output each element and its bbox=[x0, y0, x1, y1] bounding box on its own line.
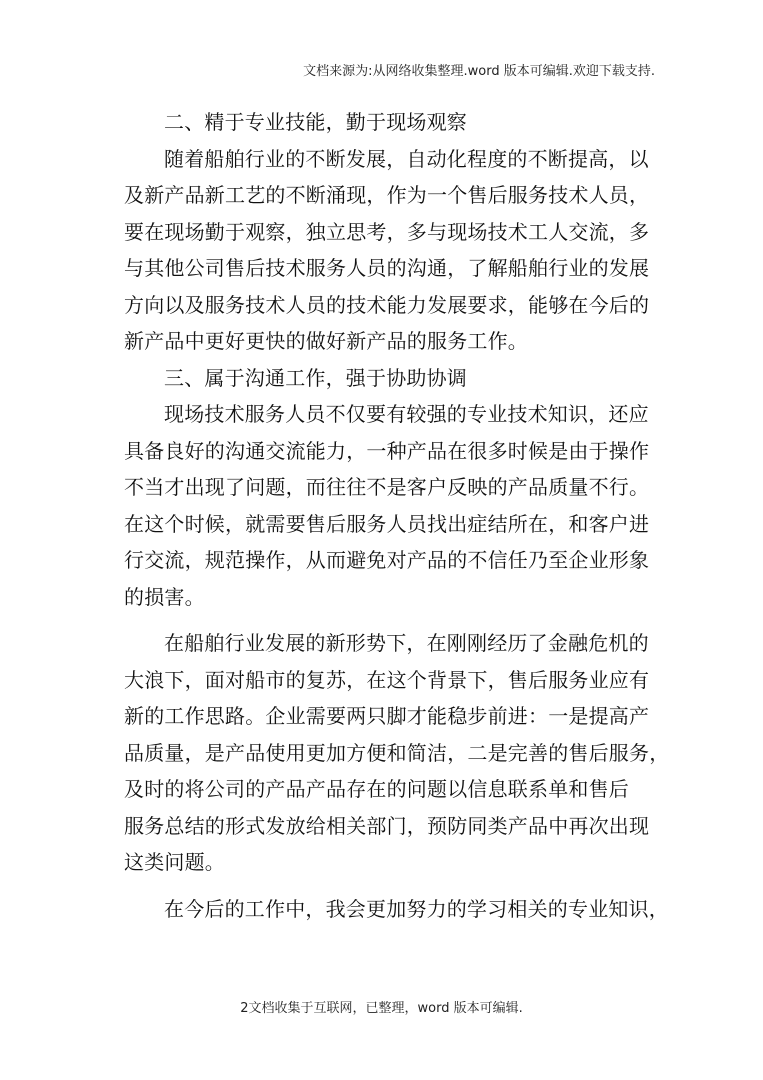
paragraph-line: 行交流，规范操作，从而避免对产品的不信任乃至企业形象 bbox=[124, 548, 650, 572]
paragraph-line: 与其他公司售后技术服务人员的沟通，了解船舶行业的发展 bbox=[124, 256, 650, 280]
paragraph-line: 在今后的工作中，我会更加努力的学习相关的专业知识， bbox=[164, 896, 669, 921]
paragraph-3 bbox=[124, 396, 654, 615]
paragraph-line: 服务总结的形式发放给相关部门，预防同类产品中再次出现 bbox=[124, 813, 650, 838]
paragraph-spacer bbox=[124, 615, 654, 625]
paragraph-line: 在船舶行业发展的新形势下，在刚刚经历了金融危机的 bbox=[164, 631, 649, 655]
paragraph-line: 的损害。 bbox=[124, 584, 205, 609]
header-source-note: 文档来源为:从网络收集整理.word 版本可编辑.欢迎下载支持. bbox=[303, 64, 655, 79]
paragraph-line: 要在现场勤于观察，独立思考，多与现场技术工人交流，多 bbox=[124, 219, 650, 244]
paragraph-line: 及时的将公司的产品产品存在的问题以信息联系单和售后 bbox=[124, 777, 629, 801]
paragraph-line: 品质量，是产品使用更加方便和简洁，二是完善的售后服务， bbox=[124, 740, 670, 765]
paragraph-line: 现场技术服务人员不仅要有较强的专业技术知识，还应 bbox=[164, 402, 649, 426]
paragraph-4 bbox=[124, 625, 670, 881]
paragraph-line: 这类问题。 bbox=[124, 850, 225, 874]
document-body bbox=[124, 104, 670, 927]
paragraph-spacer bbox=[124, 881, 654, 891]
footer-page-note: 2文档收集于互联网，已整理，word 版本可编辑. bbox=[240, 1001, 523, 1016]
section-heading-2: 二、精于专业技能，勤于现场观察 bbox=[164, 110, 467, 134]
paragraph-line: 具备良好的沟通交流能力，一种产品在很多时候是由于操作 bbox=[124, 438, 650, 463]
paragraph-line: 新的工作思路。企业需要两只脚才能稳步前进：一是提高产 bbox=[124, 704, 650, 728]
paragraph-line: 在这个时候，就需要售后服务人员找出症结所在，和客户进 bbox=[124, 511, 650, 536]
paragraph-2 bbox=[124, 141, 654, 360]
section-heading-3: 三、属于沟通工作，强于协助协调 bbox=[164, 365, 467, 390]
paragraph-line: 随着船舶行业的不断发展，自动化程度的不断提高，以 bbox=[164, 146, 649, 171]
paragraph-line: 新产品中更好更快的做好新产品的服务工作。 bbox=[124, 329, 528, 353]
paragraph-line: 及新产品新工艺的不断涌现，作为一个售后服务技术人员， bbox=[124, 183, 650, 207]
paragraph-5 bbox=[124, 891, 669, 928]
paragraph-line: 不当才出现了问题，而往往不是客户反映的产品质量不行。 bbox=[124, 475, 650, 499]
paragraph-line: 大浪下，面对船市的复苏，在这个背景下，售后服务业应有 bbox=[124, 667, 650, 692]
paragraph-line: 方向以及服务技术人员的技术能力发展要求，能够在今后的 bbox=[124, 292, 650, 317]
